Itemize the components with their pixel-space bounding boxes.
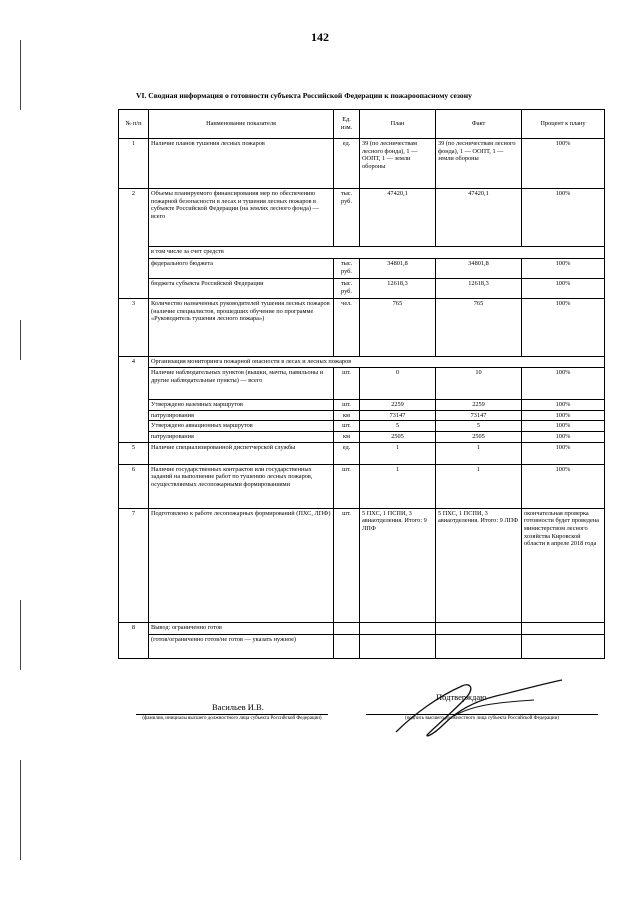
row-percent: 100% bbox=[522, 442, 605, 464]
row-name: федерального бюджета bbox=[149, 259, 334, 279]
row-plan: 1 bbox=[360, 464, 436, 508]
row-name: Наличие государственных контрактов или государственных заданий на выполнение работ по тушению лесных пожаров, осуществляемых лесопожарными формированиями bbox=[149, 464, 334, 508]
row-num: 5 bbox=[119, 442, 149, 464]
row-percent: 100% bbox=[522, 368, 605, 400]
col-header-name: Наименование показателя bbox=[149, 110, 334, 139]
row-fact: 39 (по лесничествам лесного фонда), 1 — ООПТ, 1 — земли обороны bbox=[436, 139, 522, 189]
row-name: патрулирования bbox=[149, 432, 334, 443]
table-row bbox=[119, 279, 605, 299]
row-plan bbox=[360, 622, 436, 634]
row-name: бюджета субъекта Российской Федерации bbox=[149, 279, 334, 299]
row-fact: 2259 bbox=[436, 400, 522, 411]
row-unit bbox=[334, 622, 360, 634]
signature-block bbox=[118, 692, 604, 752]
table-row bbox=[119, 299, 605, 357]
row-fact: 765 bbox=[436, 299, 522, 357]
row-num: 1 bbox=[119, 139, 149, 189]
row-unit: ед. bbox=[334, 139, 360, 189]
row-percent: 100% bbox=[522, 464, 605, 508]
row-name: Подготовлено к работе лесопожарных формирований (ПХС, ЛПФ) bbox=[149, 508, 334, 622]
row-percent bbox=[522, 622, 605, 634]
left-signature-caption: (фамилия, инициалы высшего должностного лица субъекта Российской Федерации) bbox=[142, 716, 322, 721]
row-plan: 1 bbox=[360, 442, 436, 464]
table-row bbox=[119, 139, 605, 189]
row-unit: шт. bbox=[334, 464, 360, 508]
signatory-name: Васильев И.В. bbox=[212, 702, 264, 712]
row-plan: 34801,8 bbox=[360, 259, 436, 279]
row-percent: 100% bbox=[522, 279, 605, 299]
table-row bbox=[119, 508, 605, 622]
scan-edge-line bbox=[20, 320, 21, 360]
row-plan: 73147 bbox=[360, 410, 436, 421]
table-row bbox=[119, 400, 605, 411]
col-header-percent: Процент к плану bbox=[522, 110, 605, 139]
table-header-row bbox=[119, 110, 605, 139]
row-unit: км bbox=[334, 432, 360, 443]
table-row bbox=[119, 357, 605, 368]
table-row bbox=[119, 442, 605, 464]
row-name: Вывод: ограниченно готов bbox=[149, 622, 334, 634]
row-percent: 100% bbox=[522, 410, 605, 421]
row-fact bbox=[436, 622, 522, 634]
row-plan: 2259 bbox=[360, 400, 436, 411]
row-unit: шт. bbox=[334, 508, 360, 622]
row-fact: 2505 bbox=[436, 432, 522, 443]
row-num: 7 bbox=[119, 508, 149, 622]
row-percent: 100% bbox=[522, 432, 605, 443]
row-fact: 5 bbox=[436, 421, 522, 432]
scan-edge-line bbox=[20, 40, 21, 110]
row-fact: 1 bbox=[436, 442, 522, 464]
row-plan: 2505 bbox=[360, 432, 436, 443]
row-name: Наличие планов тушения лесных пожаров bbox=[149, 139, 334, 189]
row-unit: тыс. руб. bbox=[334, 189, 360, 247]
row-name: Утверждено наземных маршрутов bbox=[149, 400, 334, 411]
handwritten-signature bbox=[384, 676, 574, 744]
table-row bbox=[119, 421, 605, 432]
row-fact: 34801,8 bbox=[436, 259, 522, 279]
table-row bbox=[119, 410, 605, 421]
row-num: 6 bbox=[119, 464, 149, 508]
col-header-num: № п/п bbox=[119, 110, 149, 139]
row-name: патрулирования bbox=[149, 410, 334, 421]
row-percent: 100% bbox=[522, 139, 605, 189]
table-row bbox=[119, 368, 605, 400]
right-signature-caption: (подпись высшего должностного лица субъекта Российской Федерации) bbox=[405, 716, 559, 721]
row-percent: 100% bbox=[522, 400, 605, 411]
signature-line-left bbox=[136, 714, 328, 715]
row-unit: ед. bbox=[334, 442, 360, 464]
row-num: 4 bbox=[119, 357, 149, 443]
row-unit: км bbox=[334, 410, 360, 421]
readiness-table bbox=[118, 109, 605, 659]
row-plan: 12618,3 bbox=[360, 279, 436, 299]
row-fact bbox=[436, 634, 522, 658]
row-name: (готов/ограниченно готов/не готов — указать нужное) bbox=[149, 634, 334, 658]
row-fact: 5 ПХС, 1 ПСПИ, 3 авиаотделения. Итого: 9 ЛПФ bbox=[436, 508, 522, 622]
row-plan: 47420,1 bbox=[360, 189, 436, 247]
scan-edge-line bbox=[20, 600, 21, 670]
row-plan: 5 ПХС, 1 ПСПИ, 3 авиаотделения. Итого: 9 ЛПФ bbox=[360, 508, 436, 622]
row-plan: 5 bbox=[360, 421, 436, 432]
row-percent: 100% bbox=[522, 259, 605, 279]
col-header-plan: План bbox=[360, 110, 436, 139]
col-header-unit: Ед. изм. bbox=[334, 110, 360, 139]
row-subheading: в том числе за счет средств bbox=[149, 247, 605, 259]
row-fact: 12618,3 bbox=[436, 279, 522, 299]
row-percent: 100% bbox=[522, 421, 605, 432]
row-fact: 47420,1 bbox=[436, 189, 522, 247]
row-name: Наличие наблюдательных пунктов (вышки, мачты, павильоны и другие наблюдательные пункты) — всего bbox=[149, 368, 334, 400]
scan-edge-line bbox=[20, 760, 21, 860]
row-name: Количество назначенных руководителей тушения лесных пожаров (наличие специалистов, прошедших обучение по программе «Руководитель тушения лесного пожара») bbox=[149, 299, 334, 357]
row-section-heading: Организация мониторинга пожарной опасности в лесах и лесных пожаров bbox=[149, 357, 605, 368]
row-unit: шт. bbox=[334, 368, 360, 400]
row-num: 8 bbox=[119, 622, 149, 658]
table-row bbox=[119, 247, 605, 259]
row-num: 3 bbox=[119, 299, 149, 357]
table-row bbox=[119, 622, 605, 634]
table-row bbox=[119, 432, 605, 443]
approval-label: Подтверждаю bbox=[436, 692, 487, 702]
row-unit: тыс. руб. bbox=[334, 279, 360, 299]
row-fact: 1 bbox=[436, 464, 522, 508]
document-title: VI. Сводная информация о готовности субъекта Российской Федерации к пожароопасному сезону bbox=[136, 91, 472, 100]
table-row bbox=[119, 189, 605, 247]
row-plan: 39 (по лесничествам лесного фонда), 1 — ООПТ, 1 — земли обороны bbox=[360, 139, 436, 189]
row-name: Утверждено авиационных маршрутов bbox=[149, 421, 334, 432]
row-name: Наличие специализированной диспетчерской службы bbox=[149, 442, 334, 464]
row-fact: 73147 bbox=[436, 410, 522, 421]
signature-line-right bbox=[366, 714, 598, 715]
row-unit: шт. bbox=[334, 400, 360, 411]
row-plan: 0 bbox=[360, 368, 436, 400]
row-plan bbox=[360, 634, 436, 658]
row-unit bbox=[334, 634, 360, 658]
row-unit: шт. bbox=[334, 421, 360, 432]
row-percent: окончательная проверка готовности будет проведена министерством лесного хозяйства Кировской области в апреле 2018 года bbox=[522, 508, 605, 622]
row-num: 2 bbox=[119, 189, 149, 299]
table-row bbox=[119, 464, 605, 508]
col-header-fact: Факт bbox=[436, 110, 522, 139]
row-unit: тыс. руб. bbox=[334, 259, 360, 279]
table-row bbox=[119, 259, 605, 279]
table-row bbox=[119, 634, 605, 658]
row-unit: чел. bbox=[334, 299, 360, 357]
row-name: Объемы планируемого финансирования мер по обеспечению пожарной безопасности в лесах и тушения лесных пожаров в субъекте Российской Федерации (на землях лесного фонда) — всего bbox=[149, 189, 334, 247]
row-percent: 100% bbox=[522, 189, 605, 247]
row-fact: 10 bbox=[436, 368, 522, 400]
row-plan: 765 bbox=[360, 299, 436, 357]
row-percent: 100% bbox=[522, 299, 605, 357]
page-number: 142 bbox=[311, 30, 329, 44]
row-percent bbox=[522, 634, 605, 658]
